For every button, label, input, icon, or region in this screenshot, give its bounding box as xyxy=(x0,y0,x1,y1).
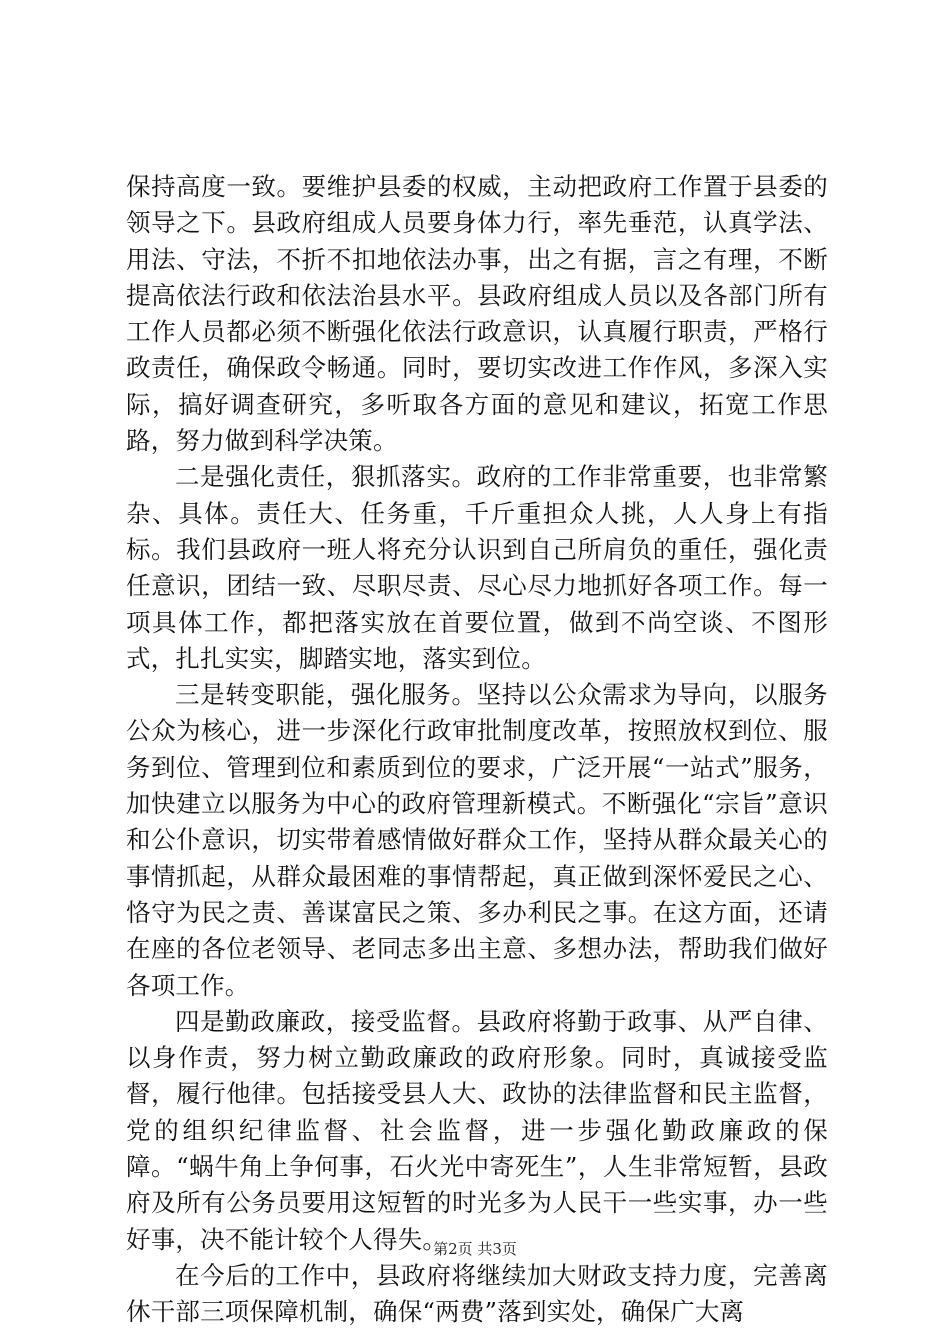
paragraph-2: 二是强化责任，狠抓落实。政府的工作非常重要，也非常繁杂、具体。责任大、任务重，千斤重担众人挑，人人身上有指标。我们县政府一班人将充分认识到自己所肩负的重任，强化责任意识，团结一致、尽职尽责、尽心尽力地抓好各项工作。每一项具体工作，都把落实放在首要位置，做到不尚空谈、不图形式，扎扎实实，脚踏实地，落实到位。 xyxy=(126,462,828,673)
paragraph-1: 保持高度一致。要维护县委的权威，主动把政府工作置于县委的领导之下。县政府组成人员要身体力行，率先垂范，认真学法、用法、守法，不折不扣地依法办事，出之有据，言之有理，不断提高依法行政和依法治县水平。县政府组成人员以及各部门所有工作人员都必须不断强化依法行政意识，认真履行职责，严格行政责任，确保政令畅通。同时，要切实改进工作作风，多深入实际，搞好调查研究，多听取各方面的意见和建议，拓宽工作思路，努力做到科学决策。 xyxy=(126,172,828,456)
paragraph-4: 四是勤政廉政，接受监督。县政府将勤于政事、从严自律、以身作责，努力树立勤政廉政的政府形象。同时，真诚接受监督，履行他律。包括接受县人大、政协的法律监督和民主监督，党的组织纪律监督、社会监督，进一步强化勤政廉政的保障。“蜗牛角上争何事，石火光中寄死生”，人生非常短暂，县政府及所有公务员要用这短暂的时光多为人民干一些实事，办一些好事，决不能计较个人得失。 xyxy=(126,1006,828,1254)
page-number-footer: 第2页 共3页 xyxy=(433,1240,517,1258)
document-body xyxy=(126,169,828,1331)
paragraph-3: 三是转变职能，强化服务。坚持以公众需求为导向，以服务公众为核心，进一步深化行政审批制度改革，按照放权到位、服务到位、管理到位和素质到位的要求，广泛开展“一站式”服务，加快建立以服务为中心的政府管理新模式。不断强化“宗旨”意识和公仆意识，切实带着感情做好群众工作，坚持从群众最关心的事情抓起，从群众最困难的事情帮起，真正做到深怀爱民之心、恪守为民之责、善谋富民之策、多办利民之事。在这方面，还请在座的各位老领导、老同志多出主意、多想办法，帮助我们做好各项工作。 xyxy=(126,680,828,1000)
paragraph-5: 在今后的工作中，县政府将继续加大财政支持力度，完善离休干部三项保障机制，确保“两费”落到实处，确保广大离 xyxy=(126,1260,828,1327)
